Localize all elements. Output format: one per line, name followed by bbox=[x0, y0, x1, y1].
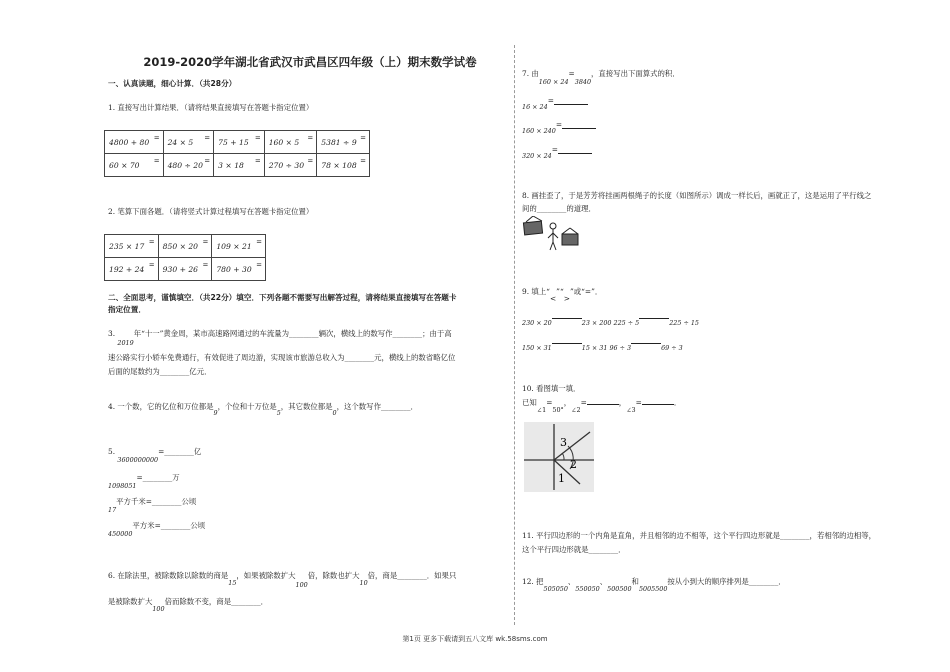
table-cell: 3 × 18 bbox=[218, 160, 244, 170]
table-row: 192 + 24 = 930 + 26 = 780 + 30 = bbox=[105, 258, 266, 281]
page-footer: 第1页 更多下载请到五八文库 wk.58sms.com bbox=[402, 635, 548, 643]
question-3-line2: 速公路实行小轿车免费通行，有效促进了周边游，实现该市旅游总收入为________元，横线上的数省略亿位 bbox=[108, 353, 456, 362]
question-11-line1: 11. 平行四边形的一个内角是直角，并且相邻的边不相等，这个平行四边形就是________，若相邻的边相等， bbox=[522, 531, 877, 540]
hanging-picture-image bbox=[522, 216, 582, 256]
calc-table-1 bbox=[104, 130, 370, 177]
question-12: 12. 把505050、550050、500500和5005500按从小到大的顺序排列是________． bbox=[522, 577, 786, 593]
table-cell: 930 + 26 bbox=[162, 264, 199, 274]
question-5-row2: 1098051=________万 bbox=[108, 473, 180, 490]
table-cell: 4800 + 80 bbox=[109, 137, 150, 147]
question-1: 1. 直接写出计算结果．（请将结果直接填写在答题卡指定位置） bbox=[108, 103, 314, 112]
table-cell: 109 × 21 bbox=[216, 241, 252, 251]
table-cell: 270 ÷ 30 bbox=[268, 160, 305, 170]
question-10-known: 已知∠1=50°，∠2= ，∠3= ． bbox=[522, 398, 682, 414]
question-8-line2: 间的________的道理． bbox=[522, 204, 596, 213]
page-title: 2019-2020学年湖北省武汉市武昌区四年级（上）期末数学试卷 bbox=[143, 55, 477, 69]
angle-label-3: 3 bbox=[560, 436, 567, 449]
table-cell: 60 × 70 bbox=[109, 160, 140, 170]
table-cell: 75 + 15 bbox=[218, 137, 249, 147]
section-1-heading: 一、认真读题，细心计算．（共28分） bbox=[108, 79, 237, 88]
question-9-row2: 150 × 31 15 × 31 96 ÷ 3 69 ÷ 3 bbox=[522, 344, 683, 352]
table-cell: 78 × 108 bbox=[321, 160, 357, 170]
question-5-row1: 5. 3600000000=________亿 bbox=[108, 447, 202, 464]
question-7-item: 320 × 24= bbox=[522, 147, 592, 156]
table-cell: 480 ÷ 20 bbox=[167, 160, 203, 170]
question-7-item: 16 × 24= bbox=[522, 98, 588, 107]
table-cell: 192 + 24 bbox=[109, 264, 145, 274]
question-7: 7. 由160 × 24=3840，直接写出下面算式的积． bbox=[522, 69, 680, 86]
question-5-row3: 17平方千米=________公顷 bbox=[108, 497, 197, 514]
table-cell: 780 + 30 bbox=[216, 264, 252, 274]
question-9: 9. 填上“<”“>”或“=”． bbox=[522, 287, 603, 303]
table-cell: 160 × 5 bbox=[268, 137, 300, 147]
table-row: 4800 + 80 = 24 × 5 = 75 + 15 = 160 × 5 = 5381 ÷ 9 = bbox=[105, 131, 370, 154]
question-7-item: 160 × 240= bbox=[522, 122, 596, 131]
section-2-heading-line1: 二、全面思考，谨慎填空．（共22分）填空．下列各题不需要写出解答过程，请将结果直接填写在答题卡 bbox=[108, 293, 457, 302]
question-11-line2: 这个平行四边形就是________． bbox=[522, 545, 626, 554]
table-row: 60 × 70 = 480 ÷ 20 = 3 × 18 = 270 ÷ 30 = 78 × 108 = bbox=[105, 154, 370, 177]
table-row: 235 × 17 = 850 × 20 = 109 × 21 = bbox=[105, 235, 266, 258]
angle-figure bbox=[524, 422, 594, 492]
question-4: 4. 一个数，它的亿位和万位都是9，个位和十万位是5，其它数位都是0，这个数写作________． bbox=[108, 402, 418, 417]
question-5-row4: 450000平方米=________公顷 bbox=[108, 521, 206, 538]
table-cell: 5381 ÷ 9 bbox=[321, 137, 357, 147]
question-6-line2: 是被除数扩大100倍而除数不变，商是________． bbox=[108, 597, 269, 613]
angle-label-2: 2 bbox=[570, 458, 577, 471]
column-divider bbox=[514, 45, 515, 625]
question-9-row1: 230 × 20 23 × 200 225 ÷ 5 225 ÷ 15 bbox=[522, 319, 699, 327]
calc-table-2 bbox=[104, 234, 266, 281]
question-8-line1: 8. 画挂歪了，于是芳芳将挂画两根绳子的长度（如图所示）调成一样长后，画就正了，这是运用了平行线之 bbox=[522, 191, 872, 200]
angle-label-1: 1 bbox=[558, 472, 565, 485]
section-2-heading-line2: 指定位置． bbox=[108, 305, 146, 314]
table-cell: 850 × 20 bbox=[162, 241, 199, 251]
question-3-line1: 3. 2019年“十一”黄金周，某市高速路网通过的车流量为________辆次，横线上的数写作________；由于高 bbox=[108, 329, 452, 347]
question-3-line3: 后面的尾数约为________亿元． bbox=[108, 367, 212, 376]
question-10-title: 10. 看图填一填． bbox=[522, 384, 581, 393]
question-2: 2. 笔算下面各题．（请将竖式计算过程填写在答题卡指定位置） bbox=[108, 207, 314, 216]
table-cell: 235 × 17 bbox=[109, 241, 145, 251]
question-6-line1: 6. 在除法里，被除数除以除数的商是15，如果被除数扩大100倍，除数也扩大10倍，商是________．如果只 bbox=[108, 571, 457, 589]
table-cell: 24 × 5 bbox=[167, 137, 194, 147]
